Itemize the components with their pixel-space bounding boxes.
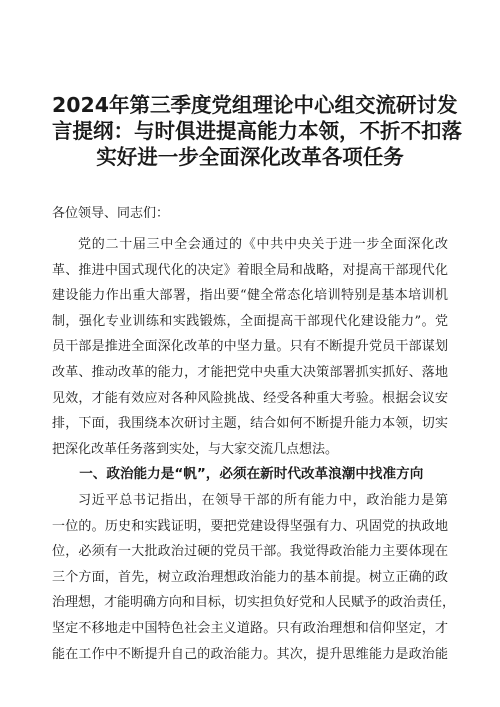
text-line: 治理想，才能明确方向和目标，切实担负好党和人民赋予的政治责任， xyxy=(52,595,456,611)
text-line: 改革、推动改革的能力，才能把党中央重大决策部署抓实抓好、落地 xyxy=(52,364,448,380)
text-line: 革、推进中国式现代化的决定》着眼全局和战略，对提高干部现代化 xyxy=(52,262,448,278)
text-line: 三个方面，首先，树立政治理想政治能力的基本前提。树立正确的政 xyxy=(52,569,448,585)
text-line: 党的二十届三中全会通过的《中共中央关于进一步全面深化改 xyxy=(78,237,448,252)
text-line: 习近平总书记指出，在领导干部的所有能力中，政治能力是第 xyxy=(78,492,448,508)
text-line: 能在工作中不断提升自己的政治能力。其次，提升思维能力是政治能 xyxy=(52,646,448,662)
title-line-1: 2024年第三季度党组理论中心组交流研讨发 xyxy=(52,93,458,117)
text-line: 一位的。历史和实践证明，要把党建设得坚强有力、巩固党的执政地 xyxy=(52,518,448,534)
document-title xyxy=(52,92,462,170)
salutation: 各位领导、同志们： xyxy=(52,206,170,221)
text-line: 见效，才能有效应对各种风险挑战、经受各种重大考验。根据会议安 xyxy=(52,390,448,406)
text-line: 排，下面，我围绕本次研讨主题，结合如何不断提升能力本领，切实 xyxy=(52,416,448,432)
text-line: 坚定不移地走中国特色社会主义道路。只有政治理想和信仰坚定，才 xyxy=(52,620,448,636)
section-heading-1: 一、政治能力是“帆”，必须在新时代改革浪潮中找准方向 xyxy=(79,466,424,483)
title-line-2: 言提纲：与时俱进提高能力本领，不折不扣落 xyxy=(52,119,462,143)
text-line: 员干部是推进全面深化改革的中坚力量。只有不断提升党员干部谋划 xyxy=(52,339,448,355)
text-line: 制，强化专业训练和实践锻炼，全面提高干部现代化建设能力”。党 xyxy=(52,313,448,329)
text-line: 位，必须有一大批政治过硬的党员干部。我觉得政治能力主要体现在 xyxy=(52,544,448,560)
text-line: 把深化改革任务落到实处，与大家交流几点想法。 xyxy=(52,441,339,457)
intro-paragraph xyxy=(52,232,448,462)
title-line-3: 实好进一步全面深化改革各项任务 xyxy=(96,145,404,169)
text-line: 建设能力作出重大部署，指出要“健全常态化培训特别是基本培训机 xyxy=(52,288,448,304)
section-1-paragraph xyxy=(52,488,456,667)
